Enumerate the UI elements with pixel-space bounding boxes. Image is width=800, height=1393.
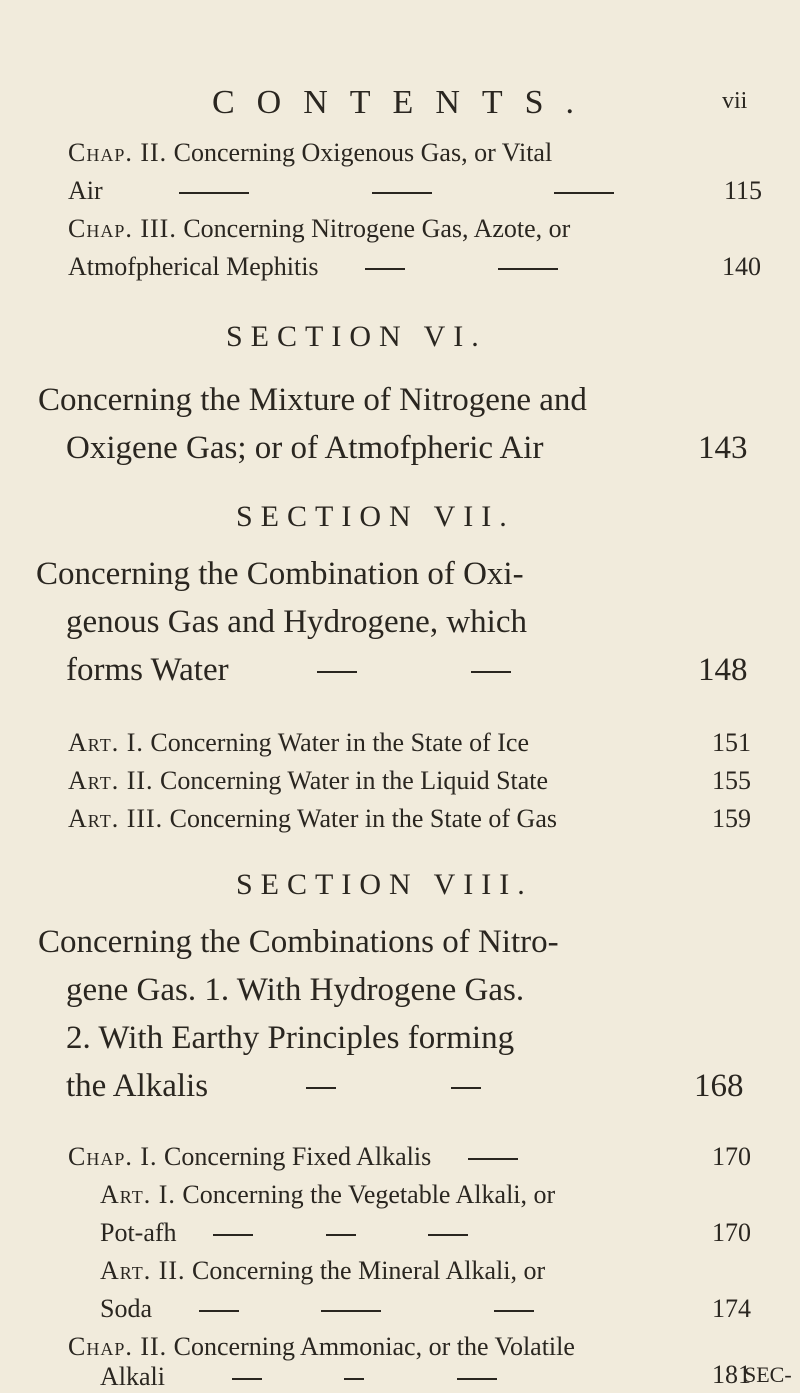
toc-item [100,1180,555,1210]
entry-cont: Air [68,176,103,205]
item-text: Concerning Ammoniac, or the Volatile [173,1332,575,1361]
art-page: 155 [712,766,751,795]
item-page: 170 [712,1142,751,1171]
section-7-line-3 [66,652,517,689]
leader-dash [365,268,405,270]
toc-entry-chap-3-cont [68,252,564,282]
section-7-page: 148 [698,652,748,688]
art-row [68,804,557,834]
section-6-page: 143 [698,430,748,466]
section-8-title: SECTION VIII. [236,868,533,901]
item-page: 181 [712,1360,751,1389]
toc-item [68,1142,524,1172]
leader-dash [213,1234,253,1236]
leader-dash [199,1310,239,1312]
section-6-line-2: Oxigene Gas; or of Atmofpheric Air [66,430,544,466]
leader-dash [326,1234,356,1236]
section-7-line-2: genous Gas and Hydrogene, which [66,604,527,640]
leader-dash [179,192,249,194]
entry-cont: Atmofpherical Mephitis [68,252,319,281]
leader-dash [494,1310,534,1312]
art-prefix: Art. I. [68,728,144,757]
art-page: 151 [712,728,751,757]
art-text: Concerning Water in the State of Gas [169,804,557,833]
section-8-page: 168 [694,1068,744,1104]
item-page: 174 [712,1294,751,1323]
item-text: Concerning the Mineral Alkali, or [192,1256,546,1285]
toc-item [100,1256,545,1286]
catchword: SEC- [744,1362,792,1387]
leader-dash [306,1087,336,1089]
leader-dash [498,268,558,270]
leader-dash [457,1378,497,1380]
leader-dash [321,1310,381,1312]
leader-dash [471,671,511,673]
toc-item-cont [100,1362,503,1392]
item-prefix: Art. II. [100,1256,186,1285]
entry-text: Concerning Oxigenous Gas, or Vital [173,138,553,167]
art-row [68,728,529,758]
toc-item-cont [100,1294,540,1324]
art-page: 159 [712,804,751,833]
entry-prefix: Chap. II. [68,138,168,167]
page-title: CONTENTS. [212,84,597,121]
item-cont: Pot-afh [100,1218,177,1247]
leader-dash [317,671,357,673]
entry-prefix: Chap. III. [68,214,177,243]
entry-page: 115 [724,176,763,205]
leader-dash [554,192,614,194]
page-number: vii [722,88,748,114]
leader-dash [428,1234,468,1236]
leader-dash [468,1158,518,1160]
toc-entry-chap-2-cont [68,176,620,206]
art-text: Concerning Water in the State of Ice [150,728,529,757]
section-8-line-4-text: the Alkalis [66,1068,209,1104]
toc-item-cont [100,1218,474,1248]
entry-text: Concerning Nitrogene Gas, Azote, or [183,214,571,243]
art-row [68,766,548,796]
toc-item [68,1332,575,1362]
art-prefix: Art. II. [68,766,154,795]
item-cont: Alkali [100,1362,165,1391]
section-7-title: SECTION VII. [236,500,515,533]
item-text: Concerning Fixed Alkalis [164,1142,432,1171]
art-prefix: Art. III. [68,804,164,833]
section-6-line-1: Concerning the Mixture of Nitrogene and [38,382,587,418]
section-7-line-3-text: forms Water [66,652,229,688]
leader-dash [344,1378,364,1380]
leader-dash [451,1087,481,1089]
leader-dash [232,1378,262,1380]
item-prefix: Chap. I. [68,1142,158,1171]
toc-entry-chap-3 [68,214,570,244]
section-8-line-4 [66,1068,487,1105]
item-page: 170 [712,1218,751,1247]
section-8-line-1: Concerning the Combinations of Nitro- [38,924,559,960]
section-6-title: SECTION VI. [226,320,487,353]
item-prefix: Chap. II. [68,1332,168,1361]
item-prefix: Art. I. [100,1180,176,1209]
item-text: Concerning the Vegetable Alkali, or [182,1180,556,1209]
art-text: Concerning Water in the Liquid State [160,766,549,795]
item-cont: Soda [100,1294,152,1323]
section-7-line-1: Concerning the Combination of Oxi- [36,556,524,592]
section-8-line-3: 2. With Earthy Principles forming [66,1020,515,1056]
toc-entry-chap-2 [68,138,552,168]
leader-dash [372,192,432,194]
entry-page: 140 [722,252,761,281]
section-8-line-2: gene Gas. 1. With Hydrogene Gas. [66,972,525,1008]
